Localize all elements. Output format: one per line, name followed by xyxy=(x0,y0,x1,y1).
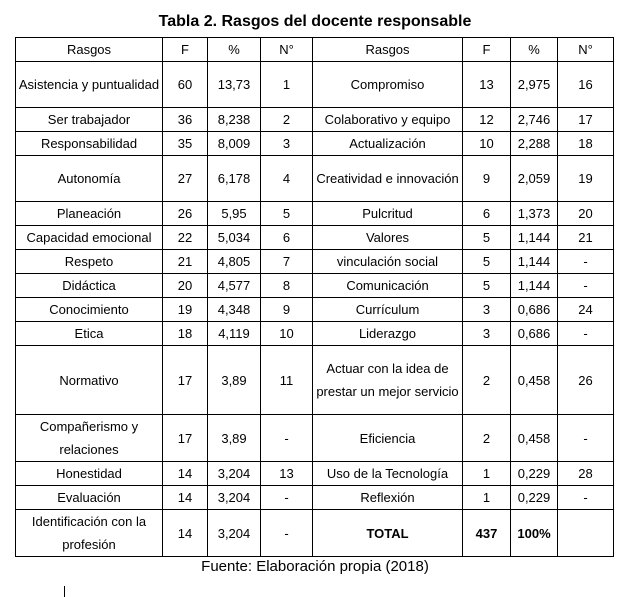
cell-trait-left: Honestidad xyxy=(16,462,163,486)
cell-freq-right: 1 xyxy=(463,462,511,486)
cell-trait-right: Compromiso xyxy=(313,62,463,108)
table-row xyxy=(16,346,614,415)
cell-freq-right: 2 xyxy=(463,346,511,415)
cell-trait-right: vinculación social xyxy=(313,250,463,274)
cell-freq-left: 14 xyxy=(163,486,208,510)
table-row xyxy=(16,202,614,226)
cell-trait-right: Creatividad e innovación xyxy=(313,156,463,202)
cell-trait-left: Autonomía xyxy=(16,156,163,202)
cell-freq-right: 6 xyxy=(463,202,511,226)
header-freq-left: F xyxy=(163,38,208,62)
cell-pct-right: 1,373 xyxy=(511,202,558,226)
cell-freq-right: 9 xyxy=(463,156,511,202)
cell-freq-left: 21 xyxy=(163,250,208,274)
cell-num-right: - xyxy=(558,486,614,510)
cell-num-left: 4 xyxy=(261,156,313,202)
cell-freq-right: 5 xyxy=(463,250,511,274)
cell-freq-left: 14 xyxy=(163,510,208,557)
cell-freq-right: 12 xyxy=(463,108,511,132)
cell-freq-left: 27 xyxy=(163,156,208,202)
cell-num-left: - xyxy=(261,415,313,462)
header-trait-left: Rasgos xyxy=(16,38,163,62)
header-pct-right: % xyxy=(511,38,558,62)
cell-trait-right: Pulcritud xyxy=(313,202,463,226)
cell-trait-left: Etica xyxy=(16,322,163,346)
cell-pct-left: 4,348 xyxy=(208,298,261,322)
cell-trait-right: Reflexión xyxy=(313,486,463,510)
cell-freq-left: 14 xyxy=(163,462,208,486)
cell-num-left: - xyxy=(261,486,313,510)
cell-num-right: 16 xyxy=(558,62,614,108)
cell-freq-right: 10 xyxy=(463,132,511,156)
cell-num-right: - xyxy=(558,250,614,274)
cell-freq-right: 1 xyxy=(463,486,511,510)
cell-num-left: - xyxy=(261,510,313,557)
cell-trait-right: Comunicación xyxy=(313,274,463,298)
cell-pct-left: 3,89 xyxy=(208,415,261,462)
table-row xyxy=(16,510,614,557)
table-row xyxy=(16,62,614,108)
cell-freq-left: 17 xyxy=(163,415,208,462)
cell-pct-right: 0,458 xyxy=(511,415,558,462)
cell-pct-right: 0,686 xyxy=(511,322,558,346)
table-row xyxy=(16,462,614,486)
table-row xyxy=(16,226,614,250)
cell-trait-right: Liderazgo xyxy=(313,322,463,346)
cell-freq-right: 5 xyxy=(463,274,511,298)
cell-num-right xyxy=(558,510,614,557)
cell-num-right: - xyxy=(558,322,614,346)
cell-num-right: 19 xyxy=(558,156,614,202)
cell-trait-left: Respeto xyxy=(16,250,163,274)
header-num-left: N° xyxy=(261,38,313,62)
header-row xyxy=(16,38,614,62)
cell-num-right: 18 xyxy=(558,132,614,156)
cell-num-right: 17 xyxy=(558,108,614,132)
cell-pct-right: 1,144 xyxy=(511,226,558,250)
cell-freq-right: 437 xyxy=(463,510,511,557)
cell-trait-right: Currículum xyxy=(313,298,463,322)
cell-pct-left: 6,178 xyxy=(208,156,261,202)
cell-num-left: 2 xyxy=(261,108,313,132)
cell-freq-left: 22 xyxy=(163,226,208,250)
cell-freq-right: 2 xyxy=(463,415,511,462)
cell-pct-right: 100% xyxy=(511,510,558,557)
cell-trait-right: Actuar con la idea de prestar un mejor servicio xyxy=(313,346,463,415)
cell-pct-right: 0,458 xyxy=(511,346,558,415)
cell-trait-right: Uso de la Tecnología xyxy=(313,462,463,486)
cell-freq-right: 3 xyxy=(463,322,511,346)
header-num-right: N° xyxy=(558,38,614,62)
cell-pct-left: 3,204 xyxy=(208,486,261,510)
table-row xyxy=(16,298,614,322)
cell-trait-left: Planeación xyxy=(16,202,163,226)
cell-num-left: 7 xyxy=(261,250,313,274)
table-row xyxy=(16,108,614,132)
cell-num-right: 28 xyxy=(558,462,614,486)
cell-pct-left: 5,95 xyxy=(208,202,261,226)
cell-freq-left: 60 xyxy=(163,62,208,108)
cell-freq-left: 36 xyxy=(163,108,208,132)
cell-pct-right: 0,229 xyxy=(511,462,558,486)
cell-num-left: 13 xyxy=(261,462,313,486)
table-row xyxy=(16,486,614,510)
cell-freq-left: 20 xyxy=(163,274,208,298)
table-title: Tabla 2. Rasgos del docente responsable xyxy=(158,13,472,30)
cell-pct-right: 2,059 xyxy=(511,156,558,202)
cell-num-left: 9 xyxy=(261,298,313,322)
cell-pct-left: 8,238 xyxy=(208,108,261,132)
cell-trait-right: Actualización xyxy=(313,132,463,156)
header-freq-right: F xyxy=(463,38,511,62)
cell-freq-left: 35 xyxy=(163,132,208,156)
cell-pct-right: 0,229 xyxy=(511,486,558,510)
cell-trait-right: Valores xyxy=(313,226,463,250)
table-row xyxy=(16,132,614,156)
cell-freq-left: 26 xyxy=(163,202,208,226)
cell-pct-left: 4,805 xyxy=(208,250,261,274)
cell-trait-right: Colaborativo y equipo xyxy=(313,108,463,132)
cell-pct-left: 3,204 xyxy=(208,462,261,486)
cell-pct-left: 13,73 xyxy=(208,62,261,108)
cell-num-left: 5 xyxy=(261,202,313,226)
table-row xyxy=(16,274,614,298)
cell-freq-left: 19 xyxy=(163,298,208,322)
cell-num-right: 24 xyxy=(558,298,614,322)
cell-trait-right: Eficiencia xyxy=(313,415,463,462)
cell-pct-left: 3,204 xyxy=(208,510,261,557)
cell-num-left: 1 xyxy=(261,62,313,108)
cell-trait-left: Normativo xyxy=(16,346,163,415)
cell-freq-left: 18 xyxy=(163,322,208,346)
cell-pct-left: 4,119 xyxy=(208,322,261,346)
cell-num-left: 10 xyxy=(261,322,313,346)
cell-pct-right: 0,686 xyxy=(511,298,558,322)
cell-num-right: 20 xyxy=(558,202,614,226)
table-row xyxy=(16,156,614,202)
cell-trait-left: Conocimiento xyxy=(16,298,163,322)
header-pct-left: % xyxy=(208,38,261,62)
table-row xyxy=(16,322,614,346)
cell-trait-left: Asistencia y puntualidad xyxy=(16,62,163,108)
cell-trait-left: Capacidad emocional xyxy=(16,226,163,250)
cell-trait-left: Didáctica xyxy=(16,274,163,298)
cell-num-right: 21 xyxy=(558,226,614,250)
cell-trait-left: Ser trabajador xyxy=(16,108,163,132)
cell-num-left: 8 xyxy=(261,274,313,298)
cell-trait-left: Identificación con la profesión xyxy=(16,510,163,557)
cell-freq-right: 5 xyxy=(463,226,511,250)
cell-pct-right: 1,144 xyxy=(511,274,558,298)
cell-trait-left: Evaluación xyxy=(16,486,163,510)
cell-pct-right: 2,975 xyxy=(511,62,558,108)
cell-trait-left: Responsabilidad xyxy=(16,132,163,156)
source-note: Fuente: Elaboración propia (2018) xyxy=(201,558,429,575)
cell-pct-left: 5,034 xyxy=(208,226,261,250)
cell-num-right: 26 xyxy=(558,346,614,415)
text-cursor xyxy=(64,586,65,597)
cell-pct-left: 4,577 xyxy=(208,274,261,298)
traits-table xyxy=(15,37,614,557)
cell-trait-right: TOTAL xyxy=(313,510,463,557)
cell-pct-right: 2,288 xyxy=(511,132,558,156)
cell-freq-right: 13 xyxy=(463,62,511,108)
cell-trait-left: Compañerismo y relaciones xyxy=(16,415,163,462)
cell-pct-left: 8,009 xyxy=(208,132,261,156)
table-row xyxy=(16,250,614,274)
cell-num-left: 11 xyxy=(261,346,313,415)
header-trait-right: Rasgos xyxy=(313,38,463,62)
cell-freq-left: 17 xyxy=(163,346,208,415)
cell-pct-left: 3,89 xyxy=(208,346,261,415)
cell-num-right: - xyxy=(558,274,614,298)
cell-num-left: 3 xyxy=(261,132,313,156)
cell-num-left: 6 xyxy=(261,226,313,250)
cell-pct-right: 2,746 xyxy=(511,108,558,132)
cell-num-right: - xyxy=(558,415,614,462)
cell-freq-right: 3 xyxy=(463,298,511,322)
table-row xyxy=(16,415,614,462)
cell-pct-right: 1,144 xyxy=(511,250,558,274)
